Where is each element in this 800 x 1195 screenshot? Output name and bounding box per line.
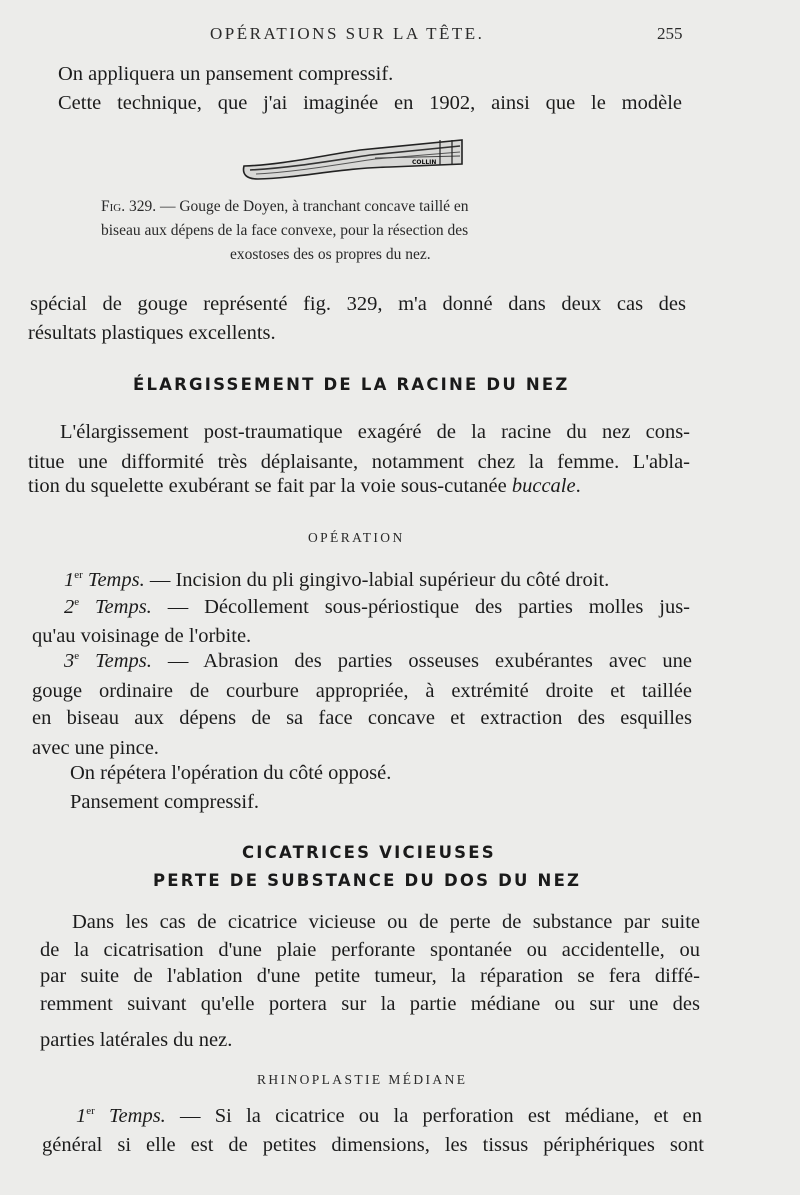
intro-line-1: On appliquera un pansement compressif. bbox=[58, 63, 394, 85]
section1-line-1: L'élargissement post-traumatique exagéré de la racine du nez cons- bbox=[60, 421, 690, 443]
figure-caption-line-2: biseau aux dépens de la face convexe, pour la résection des bbox=[101, 222, 469, 239]
emphasis-buccale: buccale bbox=[511, 475, 576, 497]
page-number: 255 bbox=[657, 24, 683, 43]
section1-line-2: titue une difformité très déplaisante, notamment chez la femme. L'abla- bbox=[28, 451, 690, 473]
section-title-elargissement: ÉLARGISSEMENT DE LA RACINE DU NEZ bbox=[133, 375, 570, 394]
after-figure-line-1: spécial de gouge représenté fig. 329, m'a donné dans deux cas des bbox=[30, 293, 686, 315]
operation-step-3-line-3: en biseau aux dépens de sa face concave et extraction des esquilles bbox=[32, 707, 692, 729]
operation-step-2-cont: qu'au voisinage de l'orbite. bbox=[32, 625, 252, 647]
figure-caption-line-1: Fig. 329. — Gouge de Doyen, à tranchant concave taillé en bbox=[101, 198, 469, 215]
instrument-maker-mark: COLLIN bbox=[412, 159, 437, 166]
operation-step-1: 1er Temps. — Incision du pli gingivo-labial supérieur du côté droit. bbox=[64, 569, 610, 591]
figure-caption-label: Fig. 329. bbox=[101, 198, 157, 215]
operation-step-3-line-4: avec une pince. bbox=[32, 737, 159, 759]
rhinoplastie-step-1: 1er Temps. — Si la cicatrice ou la perforation est médiane, et en bbox=[76, 1105, 703, 1127]
running-head: OPÉRATIONS SUR LA TÊTE. bbox=[210, 24, 485, 43]
section2-line-3: par suite de l'ablation d'une petite tumeur, la réparation se fera diffé- bbox=[40, 965, 700, 987]
section2-line-1: Dans les cas de cicatrice vicieuse ou de perte de substance par suite bbox=[72, 911, 700, 933]
operation-dressing: Pansement compressif. bbox=[70, 791, 260, 813]
after-figure-line-2: résultats plastiques excellents. bbox=[28, 322, 276, 344]
rhinoplastie-line-2: général si elle est de petites dimensions, les tissus périphériques sont bbox=[42, 1134, 704, 1156]
section-title-cicatrices: CICATRICES VICIEUSES bbox=[242, 843, 496, 862]
intro-line-2: Cette technique, que j'ai imaginée en 1902, ainsi que le modèle bbox=[58, 92, 682, 114]
operation-step-2: 2e Temps. — Décollement sous-périostique des parties molles jus- bbox=[64, 596, 690, 618]
section-title-rhinoplastie: RHINOPLASTIE MÉDIANE bbox=[257, 1072, 468, 1087]
operation-repeat: On répétera l'opération du côté opposé. bbox=[70, 762, 392, 784]
section1-line-3: tion du squelette exubérant se fait par la voie sous-cutanée buccale. bbox=[28, 475, 581, 497]
operation-step-3-line-2: gouge ordinaire de courbure appropriée, à extrémité droite et taillée bbox=[32, 680, 692, 702]
section-title-perte-substance: PERTE DE SUBSTANCE DU DOS DU NEZ bbox=[153, 871, 582, 890]
section2-line-5: parties latérales du nez. bbox=[40, 1029, 233, 1051]
operation-step-3: 3e Temps. — Abrasion des parties osseuses exubérantes avec une bbox=[64, 650, 692, 672]
figure-caption-line-3: exostoses des os propres du nez. bbox=[230, 246, 431, 263]
section2-line-2: de la cicatrisation d'une plaie perforante spontanée ou accidentelle, ou bbox=[40, 939, 700, 961]
gouge-instrument-figure bbox=[240, 134, 465, 184]
section-title-operation: OPÉRATION bbox=[308, 530, 405, 545]
section2-line-4: remment suivant qu'elle portera sur la partie médiane ou sur une des bbox=[40, 993, 700, 1015]
